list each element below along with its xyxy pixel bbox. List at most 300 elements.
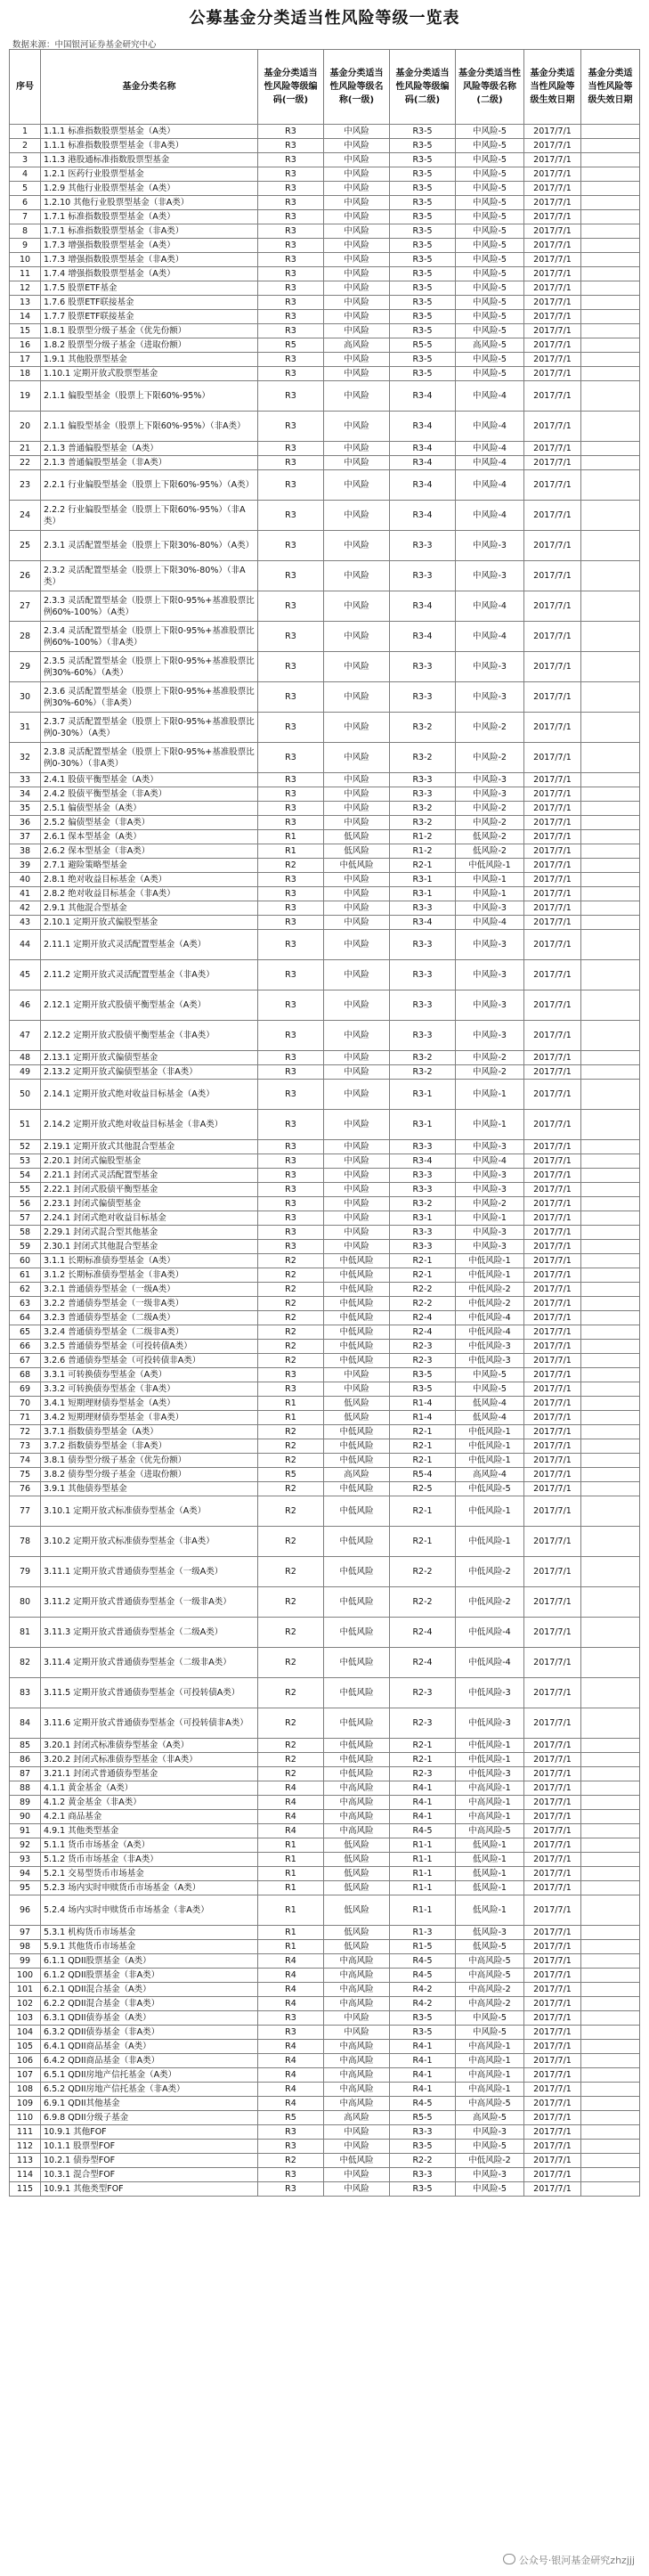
cell-level2-name: 中风险-4 [456, 456, 524, 470]
cell-level2-name: 中风险-5 [456, 196, 524, 210]
table-row [10, 470, 640, 501]
cell-level1-name: 中风险 [324, 412, 390, 442]
cell-level2-code: R2-1 [390, 1527, 456, 1557]
cell-no: 9 [10, 239, 41, 253]
table-row [10, 1268, 640, 1283]
cell-level1-name: 中风险 [324, 125, 390, 139]
header-expiry-date: 基金分类适当性风险等级失效日期 [581, 50, 640, 125]
cell-level2-code: R2-4 [390, 1648, 456, 1678]
cell-level1-code: R3 [258, 456, 324, 470]
cell-expiry-date [581, 1354, 640, 1368]
cell-no: 19 [10, 381, 41, 412]
cell-level1-name: 中风险 [324, 773, 390, 787]
cell-fund-category: 3.11.6 定期开放式普通债券型基金（可投转债非A类） [41, 1708, 258, 1739]
cell-level1-name: 中风险 [324, 167, 390, 182]
cell-effective-date: 2017/7/1 [524, 2111, 581, 2125]
cell-level2-name: 中高风险-2 [456, 1997, 524, 2011]
cell-effective-date: 2017/7/1 [524, 1853, 581, 1867]
cell-level2-name: 中风险-3 [456, 901, 524, 916]
cell-level2-name: 中低风险-1 [456, 859, 524, 873]
table-row [10, 1425, 640, 1439]
cell-fund-category: 3.20.1 封闭式标准债券型基金（A类） [41, 1739, 258, 1753]
cell-level2-code: R4-5 [390, 1954, 456, 1969]
cell-level2-code: R3-5 [390, 210, 456, 224]
cell-fund-category: 2.3.1 灵活配置型基金（股票上下限30%-80%）（A类） [41, 531, 258, 561]
cell-expiry-date [581, 196, 640, 210]
cell-no: 107 [10, 2068, 41, 2083]
cell-level2-code: R3-4 [390, 412, 456, 442]
cell-level2-name: 低风险-5 [456, 1940, 524, 1954]
cell-level1-name: 中高风险 [324, 1954, 390, 1969]
cell-level2-code: R3-5 [390, 324, 456, 338]
cell-effective-date: 2017/7/1 [524, 338, 581, 353]
cell-no: 76 [10, 1482, 41, 1496]
cell-level1-code: R1 [258, 1411, 324, 1425]
cell-level1-name: 中高风险 [324, 2068, 390, 2083]
cell-level1-name: 低风险 [324, 1895, 390, 1926]
cell-level1-name: 中风险 [324, 743, 390, 773]
cell-no: 7 [10, 210, 41, 224]
table-row [10, 743, 640, 773]
cell-level1-code: R3 [258, 1154, 324, 1169]
cell-level2-name: 中风险-5 [456, 367, 524, 381]
cell-level1-name: 中风险 [324, 591, 390, 622]
cell-effective-date: 2017/7/1 [524, 2054, 581, 2068]
cell-level1-code: R3 [258, 1140, 324, 1154]
cell-effective-date: 2017/7/1 [524, 470, 581, 501]
cell-expiry-date [581, 1496, 640, 1527]
cell-level2-code: R4-1 [390, 2040, 456, 2054]
cell-level1-code: R3 [258, 139, 324, 153]
cell-level2-name: 高风险-5 [456, 338, 524, 353]
cell-effective-date: 2017/7/1 [524, 1240, 581, 1254]
cell-level1-name: 中高风险 [324, 1796, 390, 1810]
cell-level2-code: R1-1 [390, 1838, 456, 1853]
cell-expiry-date [581, 652, 640, 682]
cell-level1-name: 高风险 [324, 338, 390, 353]
cell-expiry-date [581, 2168, 640, 2182]
cell-level1-name: 中高风险 [324, 2097, 390, 2111]
cell-no: 62 [10, 1283, 41, 1297]
cell-level2-name: 中低风险-3 [456, 1340, 524, 1354]
cell-no: 69 [10, 1382, 41, 1397]
cell-effective-date: 2017/7/1 [524, 1739, 581, 1753]
cell-level2-name: 中风险-4 [456, 622, 524, 652]
cell-no: 39 [10, 859, 41, 873]
cell-level2-name: 中高风险-5 [456, 1969, 524, 1983]
cell-level1-code: R5 [258, 338, 324, 353]
cell-level1-code: R4 [258, 2083, 324, 2097]
cell-level1-name: 中风险 [324, 960, 390, 990]
cell-level2-name: 中风险-3 [456, 2168, 524, 2182]
cell-level1-code: R3 [258, 367, 324, 381]
cell-no: 67 [10, 1354, 41, 1368]
cell-level2-code: R3-1 [390, 1080, 456, 1110]
cell-fund-category: 3.11.1 定期开放式普通债券型基金（一级A类） [41, 1557, 258, 1587]
cell-level1-code: R3 [258, 652, 324, 682]
cell-level2-name: 中风险-2 [456, 1197, 524, 1211]
cell-no: 85 [10, 1739, 41, 1753]
cell-expiry-date [581, 1065, 640, 1080]
cell-level1-code: R3 [258, 196, 324, 210]
cell-level1-name: 低风险 [324, 1940, 390, 1954]
cell-level2-name: 中高风险-1 [456, 1810, 524, 1824]
cell-effective-date: 2017/7/1 [524, 1895, 581, 1926]
cell-expiry-date [581, 1425, 640, 1439]
cell-no: 95 [10, 1881, 41, 1895]
cell-expiry-date [581, 844, 640, 859]
cell-no: 93 [10, 1853, 41, 1867]
cell-level2-code: R3-5 [390, 2026, 456, 2040]
cell-level2-name: 中风险-5 [456, 1368, 524, 1382]
cell-level2-name: 中风险-1 [456, 1110, 524, 1140]
cell-level2-code: R1-1 [390, 1853, 456, 1867]
table-row [10, 456, 640, 470]
cell-expiry-date [581, 1895, 640, 1926]
cell-fund-category: 1.7.5 股票ETF基金 [41, 281, 258, 296]
cell-level1-name: 中风险 [324, 622, 390, 652]
cell-level1-code: R3 [258, 1368, 324, 1382]
cell-fund-category: 1.2.10 其他行业股票型基金（非A类） [41, 196, 258, 210]
cell-level2-code: R3-3 [390, 1240, 456, 1254]
cell-level2-name: 中风险-4 [456, 1154, 524, 1169]
cell-level1-name: 中低风险 [324, 1311, 390, 1325]
cell-level2-code: R4-2 [390, 1997, 456, 2011]
cell-effective-date: 2017/7/1 [524, 930, 581, 960]
cell-no: 112 [10, 2140, 41, 2154]
cell-no: 103 [10, 2011, 41, 2026]
cell-fund-category: 2.29.1 封闭式混合型其他基金 [41, 1226, 258, 1240]
table-row [10, 239, 640, 253]
cell-level2-name: 高风险-4 [456, 1468, 524, 1482]
cell-no: 40 [10, 873, 41, 887]
cell-level2-name: 中风险-2 [456, 1051, 524, 1065]
cell-fund-category: 4.9.1 其他类型基金 [41, 1824, 258, 1838]
cell-expiry-date [581, 1796, 640, 1810]
cell-effective-date: 2017/7/1 [524, 182, 581, 196]
cell-no: 16 [10, 338, 41, 353]
cell-level1-code: R3 [258, 153, 324, 167]
cell-level1-code: R3 [258, 816, 324, 830]
cell-no: 82 [10, 1648, 41, 1678]
cell-effective-date: 2017/7/1 [524, 1753, 581, 1767]
cell-effective-date: 2017/7/1 [524, 1678, 581, 1708]
cell-no: 60 [10, 1254, 41, 1268]
cell-level2-name: 低风险-2 [456, 844, 524, 859]
cell-level1-code: R2 [258, 1439, 324, 1454]
cell-level2-code: R4-1 [390, 2068, 456, 2083]
cell-no: 106 [10, 2054, 41, 2068]
cell-expiry-date [581, 2125, 640, 2140]
cell-effective-date: 2017/7/1 [524, 1197, 581, 1211]
table-row [10, 2097, 640, 2111]
cell-expiry-date [581, 622, 640, 652]
cell-no: 100 [10, 1969, 41, 1983]
cell-level2-name: 中低风险-5 [456, 1482, 524, 1496]
cell-level2-code: R2-4 [390, 1618, 456, 1648]
table-row [10, 442, 640, 456]
cell-fund-category: 3.10.1 定期开放式标准债券型基金（A类） [41, 1496, 258, 1527]
cell-level2-code: R1-1 [390, 1895, 456, 1926]
cell-no: 110 [10, 2111, 41, 2125]
table-row [10, 916, 640, 930]
cell-level1-name: 中风险 [324, 253, 390, 267]
cell-effective-date: 2017/7/1 [524, 2154, 581, 2168]
table-row [10, 2026, 640, 2040]
cell-expiry-date [581, 167, 640, 182]
cell-fund-category: 2.3.6 灵活配置型基金（股票上下限0-95%+基准股票比例30%-60%）（非A类） [41, 682, 258, 713]
cell-expiry-date [581, 1297, 640, 1311]
table-row [10, 960, 640, 990]
cell-no: 28 [10, 622, 41, 652]
cell-level1-code: R2 [258, 859, 324, 873]
cell-level2-code: R2-2 [390, 1557, 456, 1587]
cell-level2-code: R3-3 [390, 930, 456, 960]
cell-no: 26 [10, 561, 41, 591]
table-row [10, 1065, 640, 1080]
table-row [10, 1021, 640, 1051]
cell-level1-code: R4 [258, 1954, 324, 1969]
cell-fund-category: 3.10.2 定期开放式标准债券型基金（非A类） [41, 1527, 258, 1557]
cell-fund-category: 2.3.4 灵活配置型基金（股票上下限0-95%+基准股票比例60%-100%）（非A类） [41, 622, 258, 652]
table-row [10, 1283, 640, 1297]
cell-level1-name: 中风险 [324, 267, 390, 281]
cell-level2-name: 中风险-5 [456, 310, 524, 324]
cell-level1-code: R3 [258, 1382, 324, 1397]
cell-no: 38 [10, 844, 41, 859]
cell-level1-code: R3 [258, 2125, 324, 2140]
table-row [10, 561, 640, 591]
cell-effective-date: 2017/7/1 [524, 802, 581, 816]
table-row [10, 1154, 640, 1169]
cell-expiry-date [581, 901, 640, 916]
cell-no: 105 [10, 2040, 41, 2054]
cell-level1-code: R2 [258, 1482, 324, 1496]
cell-level1-name: 中风险 [324, 916, 390, 930]
cell-fund-category: 6.2.1 QDII混合基金（A类） [41, 1983, 258, 1997]
cell-level1-code: R3 [258, 2140, 324, 2154]
cell-level1-name: 中低风险 [324, 1739, 390, 1753]
table-row [10, 802, 640, 816]
cell-level1-code: R3 [258, 773, 324, 787]
cell-expiry-date [581, 1311, 640, 1325]
cell-no: 33 [10, 773, 41, 787]
cell-fund-category: 3.2.2 普通债券型基金（一级非A类） [41, 1297, 258, 1311]
cell-level1-code: R2 [258, 1496, 324, 1527]
cell-no: 22 [10, 456, 41, 470]
cell-level1-code: R3 [258, 267, 324, 281]
cell-effective-date: 2017/7/1 [524, 713, 581, 743]
cell-level2-name: 中风险-5 [456, 239, 524, 253]
cell-level2-name: 中风险-1 [456, 1080, 524, 1110]
cell-level2-name: 中风险-5 [456, 253, 524, 267]
cell-expiry-date [581, 501, 640, 531]
cell-level2-name: 中低风险-3 [456, 1678, 524, 1708]
cell-level2-code: R3-3 [390, 2168, 456, 2182]
cell-expiry-date [581, 1254, 640, 1268]
cell-level2-code: R2-3 [390, 1678, 456, 1708]
cell-level1-code: R3 [258, 1183, 324, 1197]
cell-fund-category: 2.30.1 封闭式其他混合型基金 [41, 1240, 258, 1254]
cell-expiry-date [581, 310, 640, 324]
table-row [10, 1482, 640, 1496]
cell-level2-name: 中风险-3 [456, 1021, 524, 1051]
cell-no: 87 [10, 1767, 41, 1781]
cell-fund-category: 2.1.3 普通偏股型基金（非A类） [41, 456, 258, 470]
cell-level1-name: 中风险 [324, 501, 390, 531]
cell-level2-code: R1-5 [390, 1940, 456, 1954]
cell-effective-date: 2017/7/1 [524, 1468, 581, 1482]
table-row [10, 182, 640, 196]
cell-fund-category: 10.1.1 股票型FOF [41, 2140, 258, 2154]
cell-level2-name: 中风险-5 [456, 2026, 524, 2040]
cell-effective-date: 2017/7/1 [524, 773, 581, 787]
table-row [10, 1382, 640, 1397]
cell-level1-code: R2 [258, 1648, 324, 1678]
cell-effective-date: 2017/7/1 [524, 652, 581, 682]
table-row [10, 816, 640, 830]
cell-level2-code: R3-5 [390, 253, 456, 267]
cell-fund-category: 1.7.1 标准指数股票型基金（A类） [41, 210, 258, 224]
cell-level2-code: R4-1 [390, 1810, 456, 1824]
cell-level1-name: 中风险 [324, 2026, 390, 2040]
table-row [10, 1739, 640, 1753]
cell-level2-code: R2-1 [390, 1268, 456, 1283]
cell-no: 30 [10, 682, 41, 713]
cell-level2-name: 中风险-5 [456, 153, 524, 167]
table-row [10, 1368, 640, 1382]
cell-level2-code: R3-3 [390, 787, 456, 802]
cell-fund-category: 2.3.3 灵活配置型基金（股票上下限0-95%+基准股票比例60%-100%）（A类） [41, 591, 258, 622]
cell-expiry-date [581, 1557, 640, 1587]
cell-level1-code: R4 [258, 1810, 324, 1824]
cell-level2-name: 中低风险-3 [456, 1767, 524, 1781]
table-row [10, 2068, 640, 2083]
cell-fund-category: 2.13.2 定期开放式偏债型基金（非A类） [41, 1065, 258, 1080]
cell-level1-name: 中高风险 [324, 2083, 390, 2097]
cell-effective-date: 2017/7/1 [524, 196, 581, 210]
cell-expiry-date [581, 1781, 640, 1796]
cell-level1-name: 中低风险 [324, 1618, 390, 1648]
cell-level1-code: R3 [258, 887, 324, 901]
cell-level2-code: R2-1 [390, 1454, 456, 1468]
cell-level2-name: 低风险-4 [456, 1397, 524, 1411]
cell-expiry-date [581, 1411, 640, 1425]
cell-level1-code: R2 [258, 1557, 324, 1587]
cell-expiry-date [581, 1211, 640, 1226]
cell-effective-date: 2017/7/1 [524, 1297, 581, 1311]
table-row [10, 2154, 640, 2168]
cell-level2-name: 中风险-3 [456, 2125, 524, 2140]
cell-effective-date: 2017/7/1 [524, 1411, 581, 1425]
cell-level2-code: R2-1 [390, 1254, 456, 1268]
cell-level2-name: 中风险-3 [456, 652, 524, 682]
cell-level1-code: R4 [258, 2097, 324, 2111]
table-row [10, 1051, 640, 1065]
cell-level2-name: 中风险-5 [456, 139, 524, 153]
cell-effective-date: 2017/7/1 [524, 324, 581, 338]
cell-expiry-date [581, 1482, 640, 1496]
cell-effective-date: 2017/7/1 [524, 1051, 581, 1065]
cell-no: 77 [10, 1496, 41, 1527]
cell-level1-name: 中风险 [324, 2168, 390, 2182]
cell-effective-date: 2017/7/1 [524, 1021, 581, 1051]
table-row [10, 1211, 640, 1226]
cell-expiry-date [581, 1439, 640, 1454]
cell-expiry-date [581, 139, 640, 153]
cell-level2-code: R5-5 [390, 338, 456, 353]
cell-level1-name: 中风险 [324, 353, 390, 367]
cell-expiry-date [581, 916, 640, 930]
cell-no: 91 [10, 1824, 41, 1838]
cell-level2-code: R3-5 [390, 2011, 456, 2026]
cell-expiry-date [581, 1397, 640, 1411]
cell-fund-category: 2.21.1 封闭式灵活配置型基金 [41, 1169, 258, 1183]
cell-no: 35 [10, 802, 41, 816]
cell-effective-date: 2017/7/1 [524, 2011, 581, 2026]
wechat-icon [503, 2554, 515, 2564]
cell-effective-date: 2017/7/1 [524, 2097, 581, 2111]
table-row [10, 1954, 640, 1969]
cell-level2-code: R3-5 [390, 196, 456, 210]
cell-level1-code: R2 [258, 1739, 324, 1753]
cell-effective-date: 2017/7/1 [524, 1648, 581, 1678]
cell-level1-code: R3 [258, 1226, 324, 1240]
cell-level1-code: R1 [258, 844, 324, 859]
cell-no: 59 [10, 1240, 41, 1254]
cell-level1-code: R2 [258, 1425, 324, 1439]
cell-level1-name: 中风险 [324, 1154, 390, 1169]
cell-effective-date: 2017/7/1 [524, 1557, 581, 1587]
cell-level1-name: 中风险 [324, 139, 390, 153]
cell-fund-category: 2.5.2 偏债型基金（非A类） [41, 816, 258, 830]
cell-no: 34 [10, 787, 41, 802]
table-row [10, 1340, 640, 1354]
cell-fund-category: 10.3.1 混合型FOF [41, 2168, 258, 2182]
table-row [10, 125, 640, 139]
cell-no: 46 [10, 990, 41, 1021]
cell-no: 10 [10, 253, 41, 267]
cell-level2-name: 低风险-1 [456, 1867, 524, 1881]
cell-effective-date: 2017/7/1 [524, 1618, 581, 1648]
cell-expiry-date [581, 2011, 640, 2026]
cell-fund-category: 2.14.1 定期开放式绝对收益目标基金（A类） [41, 1080, 258, 1110]
cell-fund-category: 1.7.3 增强指数股票型基金（A类） [41, 239, 258, 253]
cell-expiry-date [581, 1954, 640, 1969]
cell-fund-category: 5.2.1 交易型货币市场基金 [41, 1867, 258, 1881]
cell-level1-code: R3 [258, 2011, 324, 2026]
cell-level2-name: 中风险-5 [456, 224, 524, 239]
cell-effective-date: 2017/7/1 [524, 1439, 581, 1454]
cell-level2-name: 中高风险-1 [456, 2083, 524, 2097]
cell-effective-date: 2017/7/1 [524, 2140, 581, 2154]
cell-level1-name: 中低风险 [324, 1425, 390, 1439]
cell-fund-category: 1.7.3 增强指数股票型基金（非A类） [41, 253, 258, 267]
cell-level2-name: 中风险-5 [456, 210, 524, 224]
cell-expiry-date [581, 1838, 640, 1853]
cell-level2-code: R3-5 [390, 267, 456, 281]
table-row [10, 2111, 640, 2125]
cell-expiry-date [581, 296, 640, 310]
table-row [10, 1648, 640, 1678]
cell-level1-name: 低风险 [324, 1838, 390, 1853]
cell-effective-date: 2017/7/1 [524, 1838, 581, 1853]
cell-level1-name: 中低风险 [324, 1254, 390, 1268]
cell-level2-code: R3-2 [390, 1065, 456, 1080]
cell-level2-code: R3-3 [390, 901, 456, 916]
cell-expiry-date [581, 1753, 640, 1767]
cell-effective-date: 2017/7/1 [524, 153, 581, 167]
